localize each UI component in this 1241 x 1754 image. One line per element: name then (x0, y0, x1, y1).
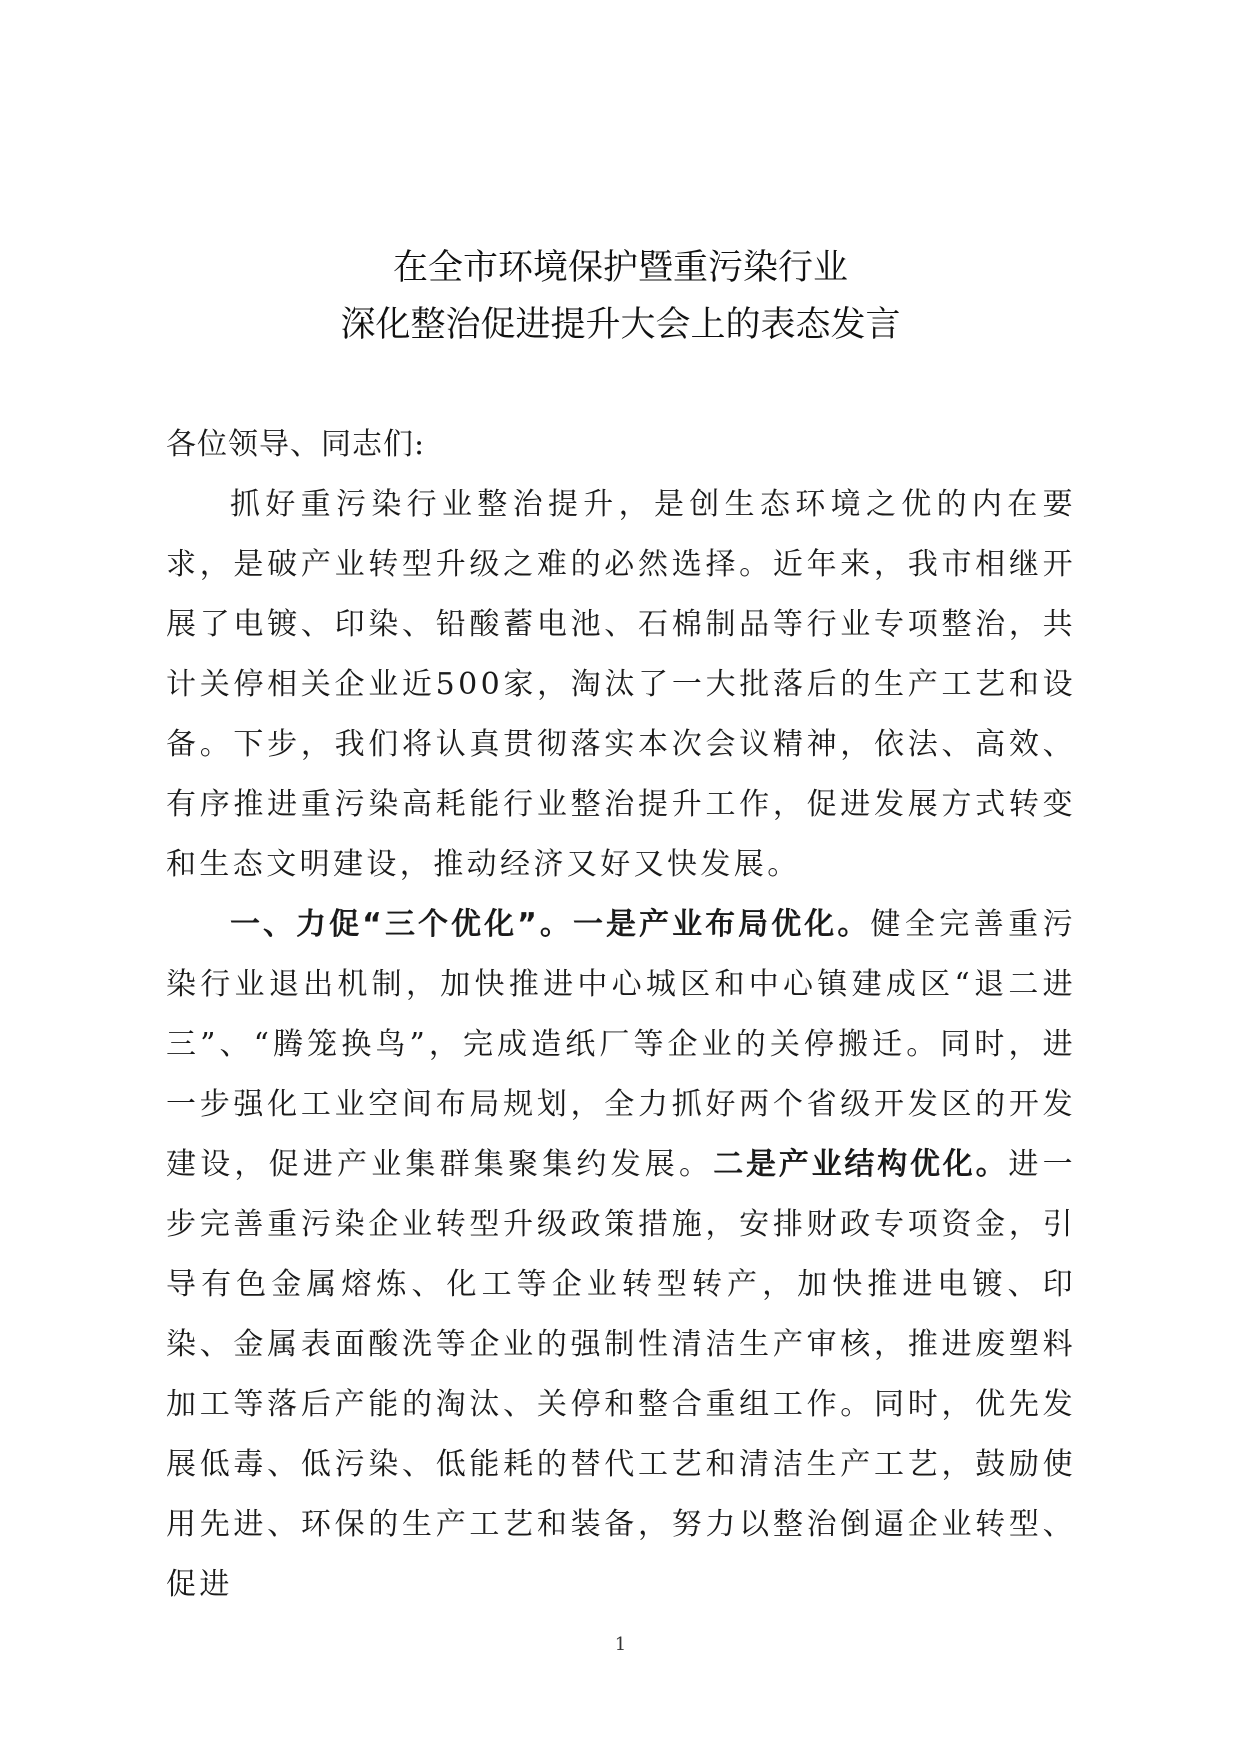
paragraph-intro: 抓好重污染行业整治提升，是创生态环境之优的内在要求，是破产业转型升级之难的必然选择。近年来，我市相继开展了电镀、印染、铅酸蓄电池、石棉制品等行业专项整治，共计关停相关企业近500家，淘汰了一大批落后的生产工艺和设备。下步，我们将认真贯彻落实本次会议精神，依法、高效、有序推进重污染高耗能行业整治提升工作，促进发展方式转变和生态文明建设，推动经济又好又快发展。 (166, 487, 1076, 882)
page-number: 1 (614, 1634, 627, 1655)
section-heading: 一、力促“三个优化”。 (230, 907, 573, 942)
document-body (166, 415, 1076, 1615)
subsection-heading-1: 一是产业布局优化。 (572, 907, 871, 942)
paragraph-section-one (166, 895, 1076, 1615)
subsection-text-2: 进一步完善重污染企业转型升级政策措施，安排财政专项资金，引导有色金属熔炼、化工等企业转型转产，加快推进电镀、印染、金属表面酸洗等企业的强制性清洁生产审核，推进废塑料加工等落后产能的淘汰、关停和整合重组工作。同时，优先发展低毒、低污染、低能耗的替代工艺和清洁生产工艺，鼓励使用先进、环保的生产工艺和装备，努力以整治倒逼企业转型、促进 (166, 1147, 1077, 1602)
salutation: 各位领导、同志们: (166, 427, 426, 462)
subsection-heading-2: 二是产业结构优化。 (713, 1147, 1009, 1182)
subsection-text-1: 健全完善重污染行业退出机制，加快推进中心城区和中心镇建成区“退二进三”、“腾笼换鸟”，完成造纸厂等企业的关停搬迁。同时，进一步强化工业空间布局规划，全力抓好两个省级开发区的开发建设，促进产业集群集聚集约发展。 (166, 907, 1077, 1182)
document-title (150, 240, 1091, 354)
title-line-1: 在全市环境保护暨重污染行业 (392, 248, 848, 288)
title-line-2: 深化整治促进提升大会上的表态发言 (340, 305, 901, 345)
